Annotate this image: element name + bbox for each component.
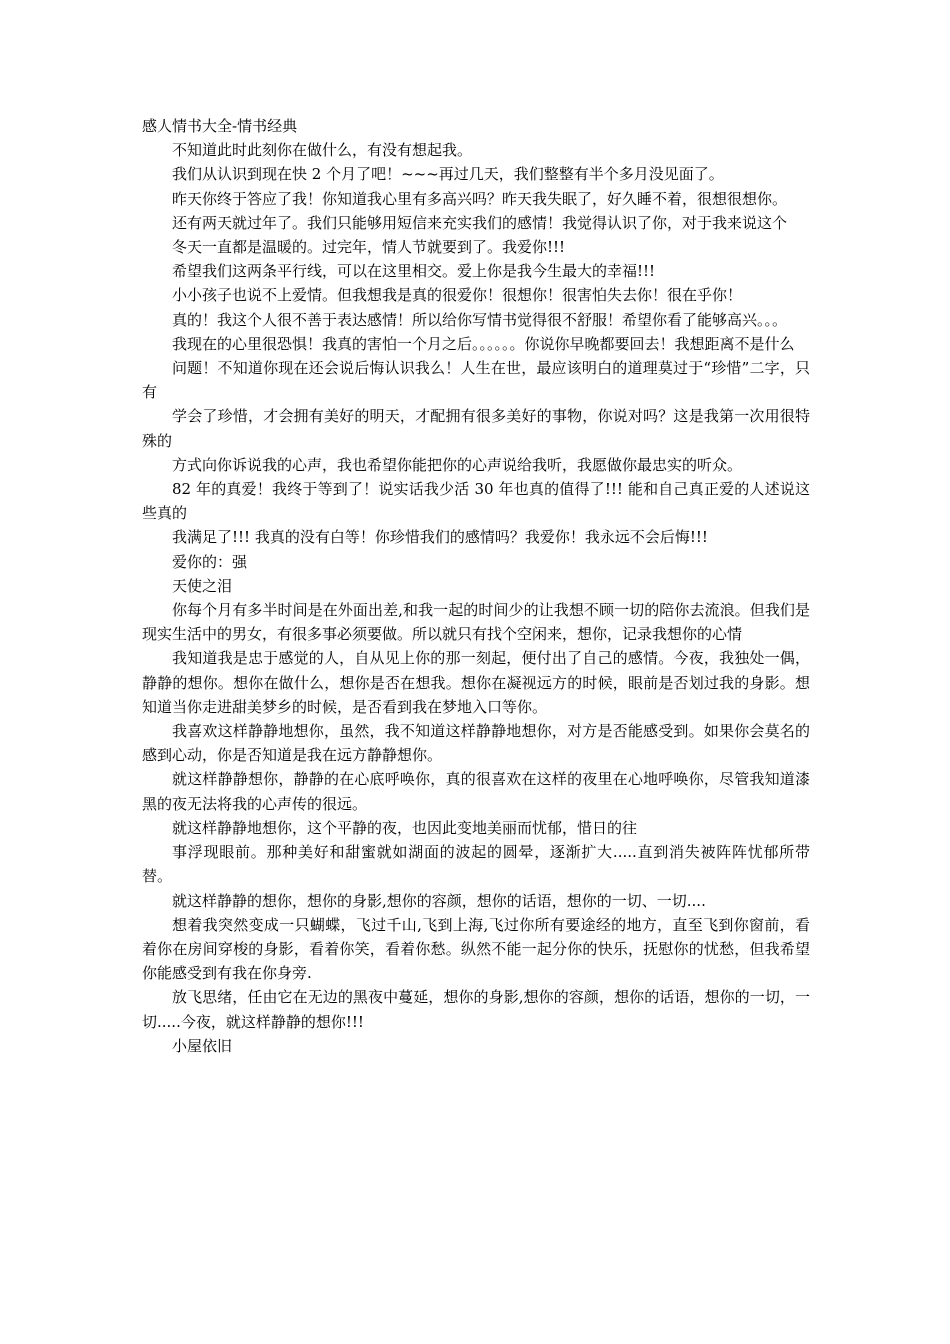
- paragraph: 就这样静静的想你，想你的身影,想你的容颜，想你的话语，想你的一切、一切....: [172, 891, 706, 910]
- document-title: 感人情书大全-情书经典: [142, 117, 298, 135]
- paragraph: 我知道我是忠于感觉的人，自从见上你的那一刻起，便付出了自己的感情。今夜，我独处一偶，静静的想你。想你在做什么，想你是否在想我。想你在凝视远方的时候，眼前是否划过我的身影。想知道当你走进甜美梦乡的时候，是否看到我在梦地入口等你。: [142, 649, 810, 716]
- paragraph: 问题！不知道你现在还会说后悔认识我么！人生在世，最应该明白的道理莫过于“珍惜”二字，只有: [142, 359, 810, 402]
- paragraph: 82 年的真爱！我终于等到了！说实话我少活 30 年也真的值得了!!! 能和自己真正爱的人述说这些真的: [142, 480, 810, 523]
- paragraph: 小小孩子也说不上爱情。但我想我是真的很爱你！很想你！很害怕失去你！很在乎你！: [172, 286, 743, 305]
- document-body: [142, 114, 810, 1058]
- paragraph: 你每个月有多半时间是在外面出差,和我一起的时间少的让我想不顾一切的陪你去流浪。但我们是现实生活中的男女，有很多事必须要做。所以就只有找个空闲来，想你，记录我想你的心情: [142, 601, 810, 644]
- paragraph: 学会了珍惜，才会拥有美好的明天，才配拥有很多美好的事物，你说对吗？这是我第一次用很特殊的: [142, 407, 810, 450]
- paragraph: 我们从认识到现在快 2 个月了吧！~~~再过几天，我们整整有半个多月没见面了。: [172, 165, 724, 184]
- paragraph: 还有两天就过年了。我们只能够用短信来充实我们的感情！我觉得认识了你，对于我来说这个: [172, 213, 788, 232]
- paragraph: 冬天一直都是温暖的。过完年，情人节就要到了。我爱你!!!: [172, 238, 566, 257]
- paragraph: 就这样静静想你，静静的在心底呼唤你，真的很喜欢在这样的夜里在心地呼唤你，尽管我知道漆黑的夜无法将我的心声传的很远。: [142, 770, 810, 813]
- paragraph: 昨天你终于答应了我！你知道我心里有多高兴吗？昨天我失眠了，好久睡不着，很想很想你。: [172, 189, 788, 208]
- paragraph: 事浮现眼前。那种美好和甜蜜就如湖面的波起的圆晕，逐渐扩大.....直到消失被阵阵忧郁所带替。: [142, 843, 810, 886]
- section-heading: 天使之泪: [172, 576, 233, 595]
- section-heading: 小屋依旧: [172, 1036, 233, 1055]
- paragraph: 方式向你诉说我的心声，我也希望你能把你的心声说给我听，我愿做你最忠实的听众。: [172, 455, 743, 474]
- paragraph: 放飞思绪，任由它在无边的黑夜中蔓延，想你的身影,想你的容颜，想你的话语，想你的一切，一切.....今夜，就这样静静的想你!!!: [142, 988, 810, 1031]
- paragraph: 我喜欢这样静静地想你，虽然，我不知道这样静静地想你，对方是否能感受到。如果你会莫名的感到心动，你是否知道是我在远方静静想你。: [142, 722, 810, 765]
- paragraph: 就这样静静地想你，这个平静的夜，也因此变地美丽而忧郁，惜日的往: [172, 818, 638, 837]
- paragraph: 想着我突然变成一只蝴蝶，飞过千山,飞到上海,飞过你所有要途经的地方，直至飞到你窗前，看着你在房间穿梭的身影，看着你笑，看着你愁。纵然不能一起分你的快乐，抚慰你的忧愁，但我希望你能感受到有我在你身旁.: [142, 915, 810, 983]
- paragraph: 不知道此时此刻你在做什么，有没有想起我。: [172, 141, 473, 160]
- paragraph: 希望我们这两条平行线，可以在这里相交。爱上你是我今生最大的幸福!!!: [172, 262, 656, 281]
- paragraph: 我现在的心里很恐惧！我真的害怕一个月之后。。。。。。你说你早晚都要回去！我想距离不是什么: [172, 334, 795, 353]
- signature: 爱你的：强: [172, 552, 248, 571]
- paragraph: 我满足了!!! 我真的没有白等！你珍惜我们的感情吗？我爱你！我永远不会后悔!!!: [172, 528, 708, 547]
- paragraph: 真的！我这个人很不善于表达感情！所以给你写情书觉得很不舒服！希望你看了能够高兴。。。: [172, 310, 788, 329]
